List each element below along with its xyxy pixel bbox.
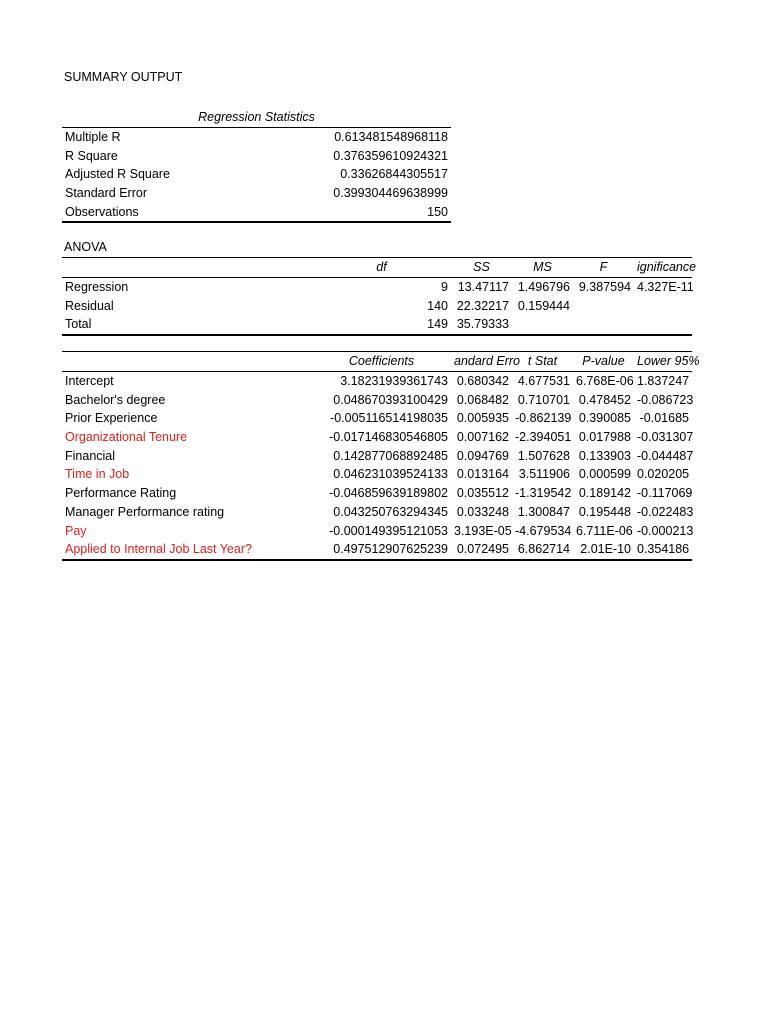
coef-cell: 0.035512 xyxy=(456,486,509,501)
coef-cell: -0.017146830546805 xyxy=(329,430,448,445)
coef-cell: 0.007162 xyxy=(456,430,509,445)
coef-cell: -0.031307 xyxy=(637,430,694,445)
anova-cell: 0.159444 xyxy=(517,298,570,313)
coef-header-coefficients: Coefficients xyxy=(312,352,451,372)
stat-label: Observations xyxy=(62,202,312,222)
coef-cell: -0.005116514198035 xyxy=(330,411,448,426)
anova-cell xyxy=(634,315,692,335)
coef-header-p-value: P-value xyxy=(573,352,634,372)
coef-cell: 3.18231939361743 xyxy=(340,374,448,389)
coef-row-label: Applied to Internal Job Last Year? xyxy=(62,540,312,560)
table-row xyxy=(62,540,692,560)
coef-row-label: Performance Rating xyxy=(65,486,177,501)
anova-cell xyxy=(573,296,634,315)
coef-cell: 3.511906 xyxy=(518,467,570,482)
coef-cell: 0.005935 xyxy=(456,411,509,426)
coef-cell: -0.000149395121053 xyxy=(329,523,448,538)
coef-row-label: Time in Job xyxy=(65,467,130,482)
coef-cell: 0.072495 xyxy=(451,540,512,560)
coef-cell: 6.711E-06 xyxy=(576,523,633,538)
coef-cell: -2.394051 xyxy=(515,430,572,445)
summary-output-title: SUMMARY OUTPUT xyxy=(64,70,183,84)
coef-cell: -0.022483 xyxy=(637,504,694,519)
table-row xyxy=(62,277,692,296)
coef-cell: -4.679534 xyxy=(515,523,572,538)
coef-cell: 0.048670393100429 xyxy=(333,392,448,407)
coef-cell: 1.507628 xyxy=(517,448,570,463)
anova-cell: 1.496796 xyxy=(517,280,570,295)
coef-cell: 6.768E-06 xyxy=(576,374,634,389)
stat-value: 150 xyxy=(312,202,451,222)
anova-header-significance: ignificance xyxy=(634,258,692,278)
anova-cell: 4.327E-11 xyxy=(637,280,694,295)
stat-label: Adjusted R Square xyxy=(65,167,170,182)
coef-cell: 2.01E-10 xyxy=(573,540,634,560)
coef-cell: 4.677531 xyxy=(517,374,570,389)
table-row xyxy=(62,503,692,522)
stat-label: Multiple R xyxy=(65,130,121,145)
anova-header-f: F xyxy=(573,258,634,278)
table-row xyxy=(62,428,692,447)
coef-cell: 0.189142 xyxy=(578,486,631,501)
coef-cell: 0.497512907625239 xyxy=(312,540,451,560)
table-row xyxy=(62,202,451,222)
coefficients-table xyxy=(62,351,700,561)
coef-cell: 0.043250763294345 xyxy=(333,504,448,519)
coef-cell: 0.046231039524133 xyxy=(333,467,448,482)
anova-cell xyxy=(634,296,692,315)
table-row xyxy=(62,146,451,165)
anova-header-df: df xyxy=(312,258,451,278)
coef-cell: 0.033248 xyxy=(456,504,509,519)
anova-cell: 9.387594 xyxy=(578,280,631,295)
coef-cell: 0.478452 xyxy=(578,392,631,407)
anova-header-ms: MS xyxy=(512,258,573,278)
coef-row-label: Manager Performance rating xyxy=(65,504,225,519)
coef-cell: 0.013164 xyxy=(456,467,509,482)
table-row xyxy=(62,465,692,484)
table-row xyxy=(62,296,692,315)
stat-value: 0.399304469638999 xyxy=(333,186,448,201)
coef-cell: 0.680342 xyxy=(456,374,509,389)
coef-row-label: Bachelor's degree xyxy=(65,392,166,407)
regression-statistics-table xyxy=(62,108,451,223)
coef-cell: -0.01685 xyxy=(639,411,689,426)
table-row xyxy=(62,127,451,146)
coef-cell: 0.142877068892485 xyxy=(333,448,448,463)
anova-cell: 13.47117 xyxy=(457,280,509,295)
coef-header-standard-error: andard Erro xyxy=(451,352,512,372)
table-row xyxy=(62,446,692,465)
table-row xyxy=(62,409,692,428)
coef-cell: 3.193E-05 xyxy=(454,523,512,538)
coef-cell: -0.046859639189802 xyxy=(329,486,448,501)
anova-cell: 22.32217 xyxy=(456,298,509,313)
anova-row-label: Regression xyxy=(65,280,129,295)
anova-cell: 9 xyxy=(441,280,448,295)
coef-cell: 0.195448 xyxy=(578,504,631,519)
coef-cell: 1.837247 xyxy=(637,374,690,389)
table-row xyxy=(62,484,692,503)
coef-header-lower-95: Lower 95% xyxy=(634,352,692,372)
anova-row-label: Residual xyxy=(65,298,114,313)
coef-row-label: Intercept xyxy=(65,374,114,389)
coef-row-label: Pay xyxy=(65,523,87,538)
table-row xyxy=(62,371,692,390)
table-row xyxy=(62,521,692,540)
anova-row-label: Total xyxy=(62,315,312,335)
coef-cell: 1.300847 xyxy=(517,504,570,519)
coef-cell: 0.017988 xyxy=(578,430,631,445)
anova-label: ANOVA xyxy=(64,240,107,254)
coef-cell: 0.094769 xyxy=(456,448,509,463)
table-row xyxy=(62,165,451,184)
coef-cell: -1.319542 xyxy=(515,486,572,501)
coef-cell: 0.000599 xyxy=(578,467,631,482)
coef-cell: 0.020205 xyxy=(637,467,690,482)
stat-value: 0.33626844305517 xyxy=(340,167,448,182)
coef-cell: -0.086723 xyxy=(637,392,694,407)
coef-header-t-stat: t Stat xyxy=(512,352,573,372)
table-row xyxy=(62,390,692,409)
table-row xyxy=(62,315,692,335)
coef-cell: 0.068482 xyxy=(456,392,509,407)
coef-cell: -0.044487 xyxy=(637,448,694,463)
anova-cell: 149 xyxy=(312,315,451,335)
coef-cell: 6.862714 xyxy=(512,540,573,560)
stat-value: 0.376359610924321 xyxy=(333,148,448,163)
coef-cell: -0.117069 xyxy=(637,486,693,501)
stat-value: 0.613481548968118 xyxy=(334,130,448,145)
anova-cell xyxy=(512,315,573,335)
coef-cell: 0.390085 xyxy=(578,411,631,426)
coef-row-label: Prior Experience xyxy=(65,411,158,426)
coef-row-label: Organizational Tenure xyxy=(65,430,188,445)
coef-cell: -0.000213 xyxy=(637,523,694,538)
coef-cell: -0.862139 xyxy=(515,411,572,426)
stat-label: Standard Error xyxy=(65,186,147,201)
anova-table xyxy=(62,257,697,336)
coef-header-empty xyxy=(62,352,312,372)
stat-label: R Square xyxy=(65,148,118,163)
anova-cell: 140 xyxy=(427,298,448,313)
coef-cell: 0.133903 xyxy=(578,448,631,463)
regression-statistics-header: Regression Statistics xyxy=(62,108,451,127)
anova-header-ss: SS xyxy=(451,258,512,278)
anova-cell: 35.79333 xyxy=(451,315,512,335)
coef-cell: 0.354186 xyxy=(634,540,692,560)
anova-cell xyxy=(573,315,634,335)
coef-cell: 0.710701 xyxy=(517,392,570,407)
coef-row-label: Financial xyxy=(65,448,116,463)
table-row xyxy=(62,184,451,203)
anova-header-empty xyxy=(62,258,312,278)
